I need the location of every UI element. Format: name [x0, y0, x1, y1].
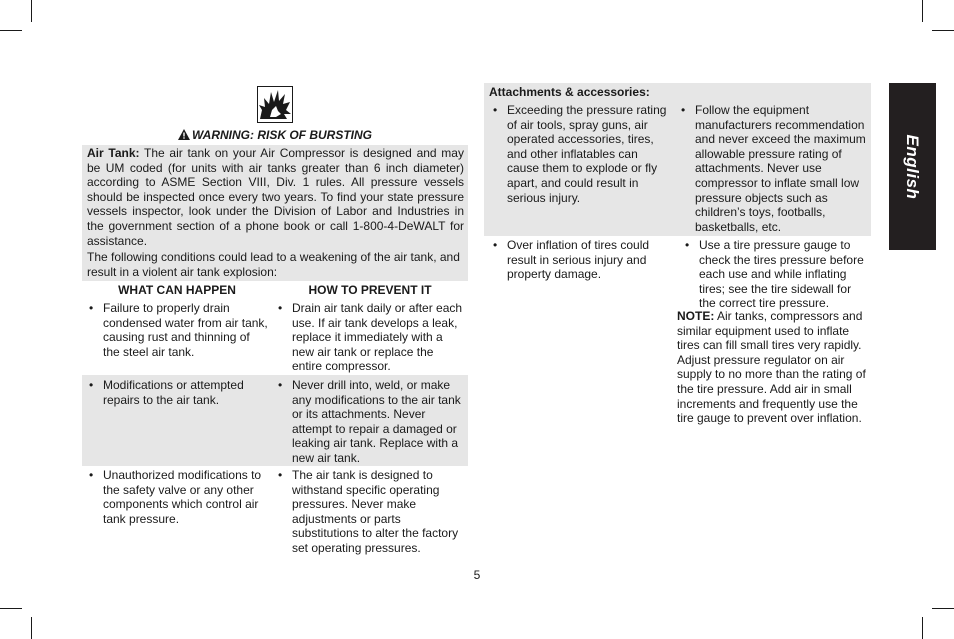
table-row-3-prevent: • The air tank is designed to withstand specific operating pressures. Never make adjustments or parts substitutions to alter the factory set operating pressures. [278, 468, 459, 555]
conditions-paragraph: The following conditions could lead to a weakening of the air tank, and result in a violent air tank explosion: [87, 250, 460, 279]
crop-mark [922, 0, 923, 22]
column-header-prevent: HOW TO PREVENT IT [308, 283, 432, 297]
language-tab-label: English [903, 134, 922, 200]
crop-mark [31, 0, 32, 22]
column-header-happen: WHAT CAN HAPPEN [118, 283, 236, 297]
attachments-row-2-happen: • Over inflation of tires could result in serious injury and property damage. [493, 238, 650, 282]
table-row-2-happen: • Modifications or attempted repairs to the air tank. [89, 378, 244, 407]
explosion-hazard-icon [257, 86, 293, 123]
crop-mark [0, 608, 22, 609]
warning-triangle-icon [178, 129, 190, 144]
attachments-row-1-happen: • Exceeding the pressure rating of air tools, spray guns, air operated accessories, tires, and other inflatables can cause them to explode or fly apart, and could result in serious injury. [493, 103, 667, 205]
air-tank-label: Air Tank: [87, 146, 140, 160]
air-tank-text: The air tank on your Air Compressor is designed and may be UM coded (for units with air tanks greater than 6 inch diameter) according to ASME Section VIII, Div. 1 rules. All pressure vessels should be inspected once every two years. To find your state pressure vessels inspector, look under the Division of Labor and Industries in the government section of a phone book or call 1-800-4-DeWALT for assistance. [87, 146, 464, 248]
bullet: • [89, 468, 94, 482]
attachments-row-2-prevent: • Use a tire pressure gauge to check the tires pressure before each use and while inflating tires; see the tire sidewall for the correct tire pressure. [685, 238, 864, 311]
crop-mark [932, 30, 954, 31]
note-paragraph [677, 309, 867, 426]
bullet: • [493, 103, 498, 117]
crop-mark [31, 617, 32, 639]
crop-mark [932, 608, 954, 609]
table-row-1-prevent: • Drain air tank daily or after each use. If air tank develops a leak, replace it immediately with a new air tank or replace the entire compressor. [278, 301, 463, 374]
crop-mark [0, 30, 22, 31]
note-label: NOTE: [677, 309, 715, 323]
air-tank-paragraph [87, 146, 464, 248]
attachments-row-1-prevent: • Follow the equipment manufacturers recommendation and never exceed the maximum allowable pressure rating of attachments. Never use compressor to inflate small low pressure objects such as children’s toys, footballs, basketballs, etc. [681, 103, 866, 234]
bullet: • [685, 238, 690, 252]
bullet: • [278, 378, 283, 392]
attachments-title: Attachments & accessories: [489, 85, 650, 99]
bullet: • [278, 301, 283, 315]
table-row-3-happen: • Unauthorized modifications to the safety valve or any other components which control air tank pressure. [89, 468, 262, 526]
page-number: 5 [473, 568, 481, 582]
table-row-2-prevent: • Never drill into, weld, or make any modifications to the air tank or its attachments. Never attempt to repair a damaged or leaking air tank. Replace with a new air tank. [278, 378, 461, 465]
bullet: • [493, 238, 498, 252]
note-text: Air tanks, compressors and similar equipment used to inflate tires can fill small tires very rapidly. Adjust pressure regulator on air supply to no more than the rating of the tire pressure. Add air in small increments and frequently use the tire gauge to prevent over inflation. [677, 309, 866, 426]
language-tab [889, 83, 936, 250]
bullet: • [89, 301, 94, 315]
warning-title: WARNING: RISK OF BURSTING [82, 128, 468, 144]
table-row-1-happen: • Failure to properly drain condensed water from air tank, causing rust and thinning of the steel air tank. [89, 301, 268, 359]
crop-mark [922, 617, 923, 639]
bullet: • [89, 378, 94, 392]
bullet: • [681, 103, 686, 117]
bullet: • [278, 468, 283, 482]
